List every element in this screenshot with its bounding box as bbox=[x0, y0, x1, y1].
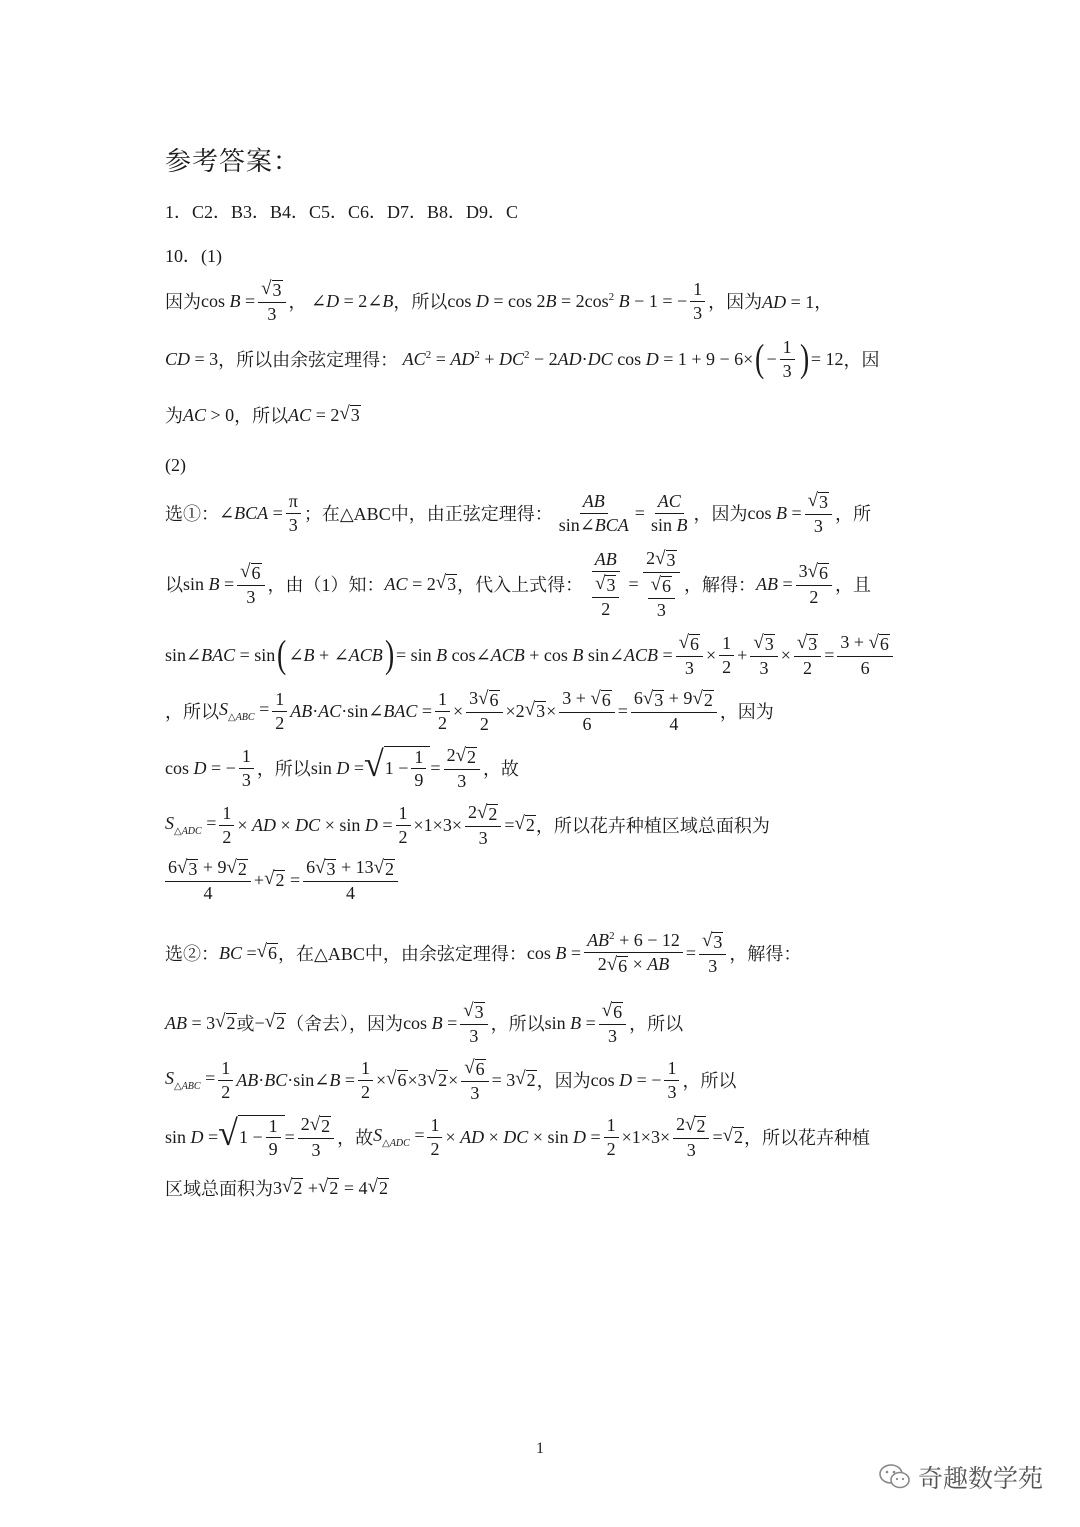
choice1-line-3: sin∠BAC = sin ( ∠B + ∠ACB ) = sin B cos∠ACB + cos B sin∠ACB = √ 6 3 × $\frac{1}{2}$ + √ 3 3 × √ 3 2 = 3 + √ 6 6 bbox=[165, 632, 896, 678]
choice2-line-3: $S_{\triangle ABC}$ = $\frac{1}{2}$ AB·BC·sin∠B = $\frac{1}{2}$ × √ 6 ×3 √ 2 × √ 6 3 = 3 √ 2 ，因为 cos D = − $\frac{1}{3}$ ，所以 bbox=[165, 1057, 737, 1103]
page-number: 1 bbox=[536, 1440, 544, 1457]
page-title: 参考答案： bbox=[165, 147, 301, 176]
choice1-line-1: 选①： ∠BCA = $\frac{\pi}{3}$ ；在△ABC中，由正弦定理得： $\frac{AB}{\text{sin∠BCA}}$ = $\frac{AC}{\text{sin B}}$ ，因为 cos B = √ 3 3 ，所 bbox=[165, 490, 871, 536]
answers-text: 1．C2．B3．B4．C5．C6．D7．B8．D9．C bbox=[165, 202, 519, 222]
choice1-line-7: 6 √ 3 + 9 √ 2 4 + √ 2 = 6 √ 3 + 13 √ 2 4 bbox=[165, 857, 401, 903]
choice1-line-5: cos D = − $\frac{1}{3}$ ，所以 sin D = √ 1 − $\frac{1}{9}$ = 2 √ 2 3 ，故 bbox=[165, 743, 519, 791]
answers-line bbox=[165, 198, 518, 224]
choice1-line-4: ，所以 $S_{\triangle ABC}$ = $\frac{1}{2}$ AB·AC·sin∠BAC = $\frac{1}{2}$ × 3 √ 6 2 ×2 √ 3 × 3 + √ 6 6 = 6 √ 3 + 9 √ 2 4 ，因为 bbox=[165, 688, 774, 734]
choice2-line-5: 区域总面积为 3 √ 2 + √ 2 = 4 √ 2 bbox=[165, 1175, 388, 1199]
solution-line-1: 因为 cos B = √ 3 3 ， ∠D = 2∠B ，所以 $\cos D = \cos 2B = 2\cos^2$ B − 1 = − $\frac{1}{3}$ ，因为 AD = 1， bbox=[165, 278, 833, 324]
q10-part2-label: (2) bbox=[165, 455, 186, 475]
choice2-line-2: AB = 3 √ 2 或 − √ 2 （舍去），因为 cos B = √ 3 3 ，所以 sin B = √ 6 3 ，所以 bbox=[165, 1000, 684, 1046]
wechat-icon bbox=[878, 1463, 912, 1491]
choice2-line-1: 选②： BC = √ 6 ，在△ABC中，由余弦定理得： cos B = $AB^2 + 6 - 12$ 2 √ 6 × AB = √ 3 3 ，解得： bbox=[165, 930, 802, 976]
choice1-line-6: $S_{\triangle ADC}$ = $\frac{1}{2}$ × AD × DC × sin D = $\frac{1}{2}$ ×1×3× 2 √ 2 3 = √ 2 ，所以花卉种植区域总面积为 bbox=[165, 802, 770, 848]
solution-line-2: CD = 3 ，所以由余弦定理得： $AC^2 = AD^2 + DC^2 - 2AD\cdot DC$ cos D = 1 + 9 − 6× ( − $\frac{1}{3}$ ) = 12 ，因 bbox=[165, 336, 880, 381]
watermark bbox=[878, 1459, 1043, 1495]
choice2-line-4: sin D = √ 1 − $\frac{1}{9}$ = 2 √ 2 3 ，故 $S_{\triangle ADC}$ = $\frac{1}{2}$ × AD × DC × sin D = $\frac{1}{2}$ ×1×3× 2 √ 2 3 = √ 2 ，所以花卉种植 bbox=[165, 1112, 871, 1160]
choice1-line-2: 以 sin B = √ 6 3 ，由（1）知： AC = 2 √ 3 ，代入上式得： AB √ 3 2 = 2 √ 3 √ 6 3 ，解得： AB = 3 √ 6 2 ，且 bbox=[165, 548, 872, 620]
watermark-text: 奇趣数学苑 bbox=[918, 1464, 1044, 1493]
q10-part1-label: 10．(1) bbox=[165, 246, 222, 266]
solution-line-3: 为 AC > 0 ，所以 AC = 2 √ 3 bbox=[165, 402, 360, 426]
